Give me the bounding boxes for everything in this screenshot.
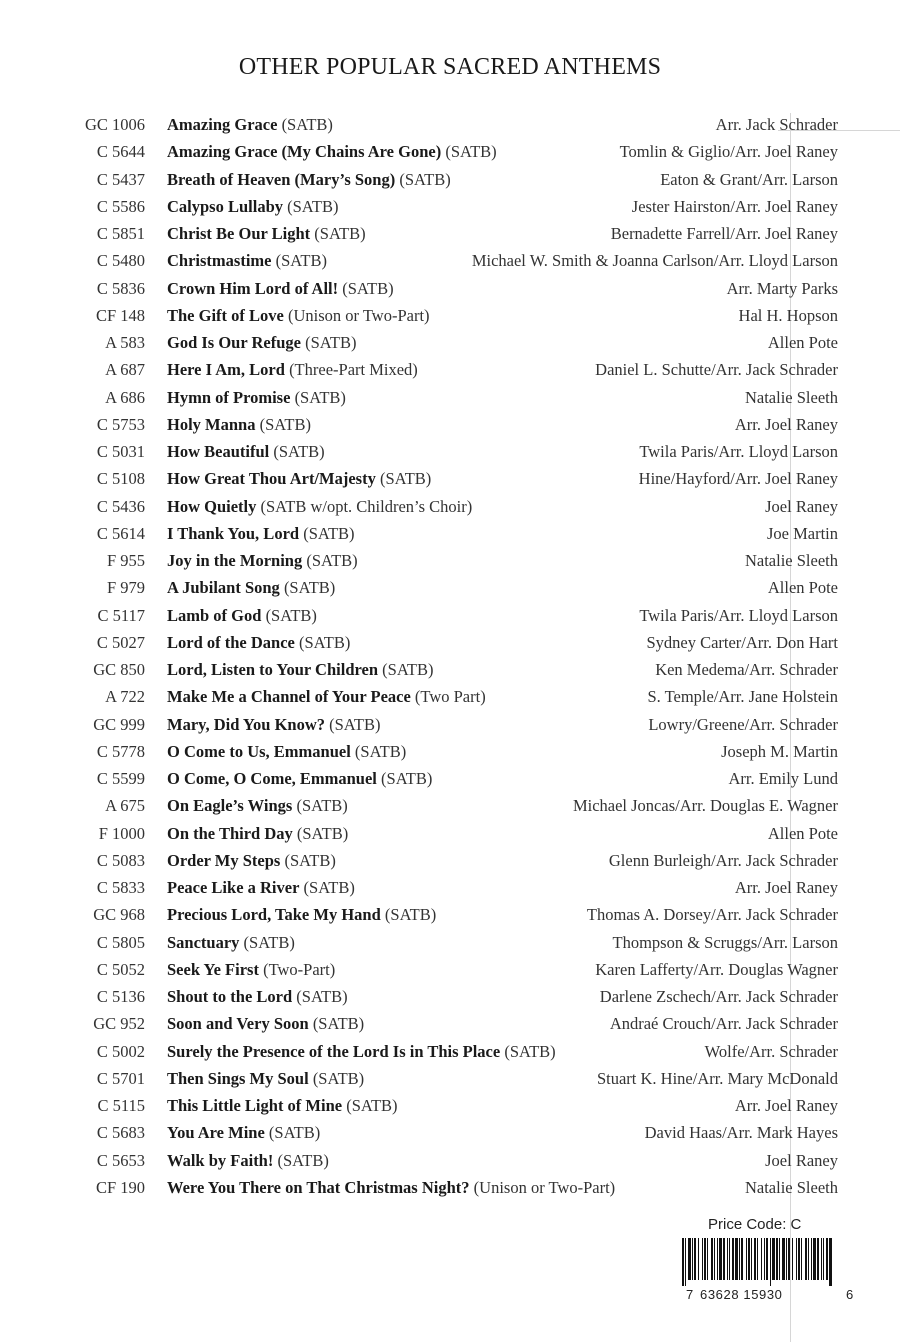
anthem-credit: Darlene Zschech/Arr. Jack Schrader [599, 987, 838, 1006]
anthem-credit: Natalie Sleeth [744, 551, 838, 570]
list-item [0, 141, 900, 168]
list-item [0, 169, 900, 196]
anthem-credit: Thomas A. Dorsey/Arr. Jack Schrader [586, 905, 838, 925]
anthem-credit: Wolfe/Arr. Schrader [704, 1041, 838, 1061]
catalog-code: F 1000 [98, 823, 145, 843]
anthem-credit: Natalie Sleeth [744, 1177, 838, 1197]
barcode-bar [808, 1238, 809, 1280]
anthem-voicing: (SATB) [445, 142, 497, 162]
anthem-voicing: (SATB) [259, 414, 311, 434]
anthem-voicing: (Unison or Two-Part) [473, 1177, 616, 1197]
barcode-digit-left: 7 [686, 1287, 694, 1302]
anthem-title: Christmastime [167, 251, 272, 271]
anthem-voicing: (SATB) [342, 278, 394, 298]
anthem-title: Breath of Heaven (Mary’s Song) [167, 169, 396, 189]
anthem-voicing: (SATB) [287, 196, 339, 216]
anthem-voicing: (SATB) [268, 1123, 321, 1143]
anthem-title-cell [167, 306, 430, 326]
catalog-code: GC 850 [93, 660, 145, 679]
barcode-bar [735, 1238, 738, 1280]
anthem-credit: Hine/Hayford/Arr. Joel Raney [638, 469, 838, 489]
anthem-title: This Little Light of Mine [167, 1096, 343, 1115]
barcode-bar [817, 1238, 819, 1280]
barcode-bar [704, 1238, 706, 1280]
anthem-title-cell [167, 687, 486, 707]
anthem-credit: Allen Pote [767, 578, 838, 598]
catalog-code: F 979 [106, 578, 145, 598]
anthem-title-cell [167, 1123, 320, 1143]
barcode-bar [770, 1238, 771, 1286]
anthem-title-cell [167, 606, 317, 626]
anthem-voicing: (SATB w/opt. Children’s Choir) [260, 496, 473, 516]
anthem-title: Calypso Lullaby [167, 196, 283, 216]
barcode-bar [813, 1238, 816, 1280]
anthem-credit: Eaton & Grant/Arr. Larson [660, 169, 838, 189]
anthem-title: Surely the Presence of the Lord Is in This Place [167, 1041, 501, 1061]
anthem-voicing: (SATB) [281, 115, 333, 134]
barcode-digit-right: 6 [846, 1287, 854, 1302]
catalog-code: C 5644 [96, 142, 145, 162]
list-item [0, 741, 900, 768]
anthem-title-cell [167, 987, 348, 1007]
anthem-title-cell [167, 933, 295, 953]
anthem-credit: Arr. Joel Raney [734, 414, 838, 434]
anthem-voicing: (SATB) [283, 578, 336, 598]
list-item [0, 441, 900, 468]
anthem-title: Joy in the Morning [167, 551, 303, 570]
anthem-voicing: (SATB) [329, 714, 381, 734]
catalog-code: C 5599 [96, 769, 145, 788]
anthem-voicing: (SATB) [303, 523, 355, 543]
barcode-bar [751, 1238, 752, 1280]
list-item [0, 196, 900, 223]
anthem-credit: Karen Lafferty/Arr. Douglas Wagner [595, 959, 838, 979]
anthem-title-cell [167, 851, 336, 871]
anthem-title: How Quietly [167, 496, 257, 516]
anthem-credit: Thompson & Scruggs/Arr. Larson [612, 932, 838, 952]
anthem-title-cell [167, 469, 431, 489]
anthem-voicing: (SATB) [382, 660, 434, 679]
barcode-bar [829, 1238, 832, 1286]
anthem-title-cell [167, 660, 434, 680]
anthem-title: Order My Steps [167, 850, 281, 870]
anthem-voicing: (SATB) [305, 333, 357, 352]
anthem-title: Peace Like a River [167, 878, 300, 897]
list-item [0, 986, 900, 1013]
list-item [0, 496, 900, 523]
barcode-bar [727, 1238, 728, 1280]
list-item [0, 1177, 900, 1204]
barcode-bar [761, 1238, 762, 1280]
anthem-title-cell [167, 905, 436, 925]
list-item [0, 1068, 900, 1095]
anthem-title-cell [167, 415, 311, 435]
anthem-title: On the Third Day [167, 823, 293, 843]
anthem-title: Amazing Grace [167, 115, 278, 134]
barcode-bar [786, 1238, 787, 1280]
anthem-voicing: (SATB) [384, 905, 437, 925]
list-item [0, 114, 900, 141]
list-item [0, 223, 900, 250]
list-item [0, 1095, 900, 1122]
barcode-bar [714, 1238, 715, 1280]
barcode-bar [823, 1238, 824, 1280]
anthem-title-cell [167, 279, 394, 299]
anthem-title: Christ Be Our Light [167, 224, 311, 243]
catalog-code: C 5052 [96, 959, 145, 979]
list-item [0, 577, 900, 604]
barcode-bar [801, 1238, 802, 1280]
anthem-credit: Jester Hairston/Arr. Joel Raney [631, 196, 838, 216]
catalog-code: C 5117 [97, 605, 145, 625]
anthem-title: A Jubilant Song [167, 578, 280, 598]
anthem-voicing: (SATB) [306, 551, 358, 570]
list-item [0, 823, 900, 850]
anthem-credit: Joseph M. Martin [721, 741, 838, 761]
barcode-bar [711, 1238, 713, 1280]
catalog-code: C 5778 [96, 741, 145, 761]
catalog-code: F 955 [106, 551, 145, 570]
anthem-voicing: (SATB) [296, 987, 348, 1006]
catalog-code: C 5836 [96, 278, 145, 298]
anthem-voicing: (SATB) [314, 224, 366, 243]
catalog-code: C 5436 [96, 496, 145, 516]
barcode-bar [739, 1238, 740, 1280]
catalog-code: C 5683 [96, 1123, 145, 1143]
anthem-title-cell [167, 333, 356, 353]
barcode-bar [754, 1238, 756, 1280]
anthem-credit: Tomlin & Giglio/Arr. Joel Raney [619, 142, 838, 162]
catalog-code: A 686 [105, 387, 145, 407]
anthem-title-cell [167, 251, 327, 271]
anthem-title: Then Sings My Soul [167, 1068, 309, 1088]
anthem-voicing: (Three-Part Mixed) [289, 360, 418, 380]
anthem-title: Hymn of Promise [167, 387, 291, 407]
catalog-code: C 5115 [97, 1096, 145, 1115]
anthem-title-cell [167, 769, 432, 789]
anthem-voicing: (SATB) [399, 169, 451, 189]
list-item [0, 332, 900, 359]
barcode-bar [723, 1238, 725, 1280]
anthem-title: O Come to Us, Emmanuel [167, 741, 351, 761]
barcode-bar [757, 1238, 758, 1280]
catalog-code: C 5031 [96, 442, 145, 461]
catalog-code: GC 1006 [84, 115, 145, 134]
catalog-code: C 5805 [96, 932, 145, 952]
anthem-credit: David Haas/Arr. Mark Hayes [644, 1123, 838, 1143]
anthem-title-cell [167, 1069, 364, 1089]
list-item [0, 250, 900, 277]
anthem-title: How Beautiful [167, 442, 270, 461]
list-item [0, 632, 900, 659]
anthem-title: Seek Ye First [167, 959, 259, 979]
anthem-title: Holy Manna [167, 414, 256, 434]
anthem-credit: Arr. Joel Raney [734, 878, 838, 897]
anthem-title: How Great Thou Art/Majesty [167, 469, 376, 489]
list-item [0, 468, 900, 495]
page-title: OTHER POPULAR SACRED ANTHEMS [238, 54, 662, 80]
anthem-credit: Arr. Emily Lund [728, 769, 838, 788]
list-item [0, 795, 900, 822]
barcode-bar [779, 1238, 780, 1280]
anthem-title: Crown Him Lord of All! [167, 278, 339, 298]
anthem-title: Sanctuary [167, 932, 240, 952]
anthem-title-cell [167, 197, 338, 217]
list-item [0, 278, 900, 305]
catalog-code: C 5753 [96, 414, 145, 434]
anthem-title-cell [167, 497, 472, 517]
list-item [0, 550, 900, 577]
catalog-code: CF 148 [95, 305, 145, 325]
barcode-bar [748, 1238, 750, 1280]
list-item [0, 605, 900, 632]
anthem-title-cell [167, 388, 346, 408]
list-item [0, 1150, 900, 1177]
anthem-title-cell [167, 170, 451, 190]
anthem-voicing: (SATB) [379, 469, 432, 489]
anthem-title: You Are Mine [167, 1123, 265, 1143]
anthem-credit: Twila Paris/Arr. Lloyd Larson [639, 605, 838, 625]
anthem-title-cell [167, 796, 348, 816]
anthem-voicing: (SATB) [296, 796, 348, 816]
anthem-title-cell [167, 1042, 556, 1062]
anthem-credit: Allen Pote [767, 823, 838, 843]
barcode-bar [798, 1238, 800, 1280]
list-item [0, 850, 900, 877]
anthem-credit: Stuart K. Hine/Arr. Mary McDonald [596, 1068, 838, 1088]
barcode-bar [707, 1238, 708, 1280]
anthem-credit: Joel Raney [765, 1150, 838, 1170]
catalog-code: GC 999 [93, 714, 145, 734]
anthem-title-cell [167, 142, 497, 162]
anthem-title-cell [167, 633, 350, 653]
anthem-credit: Michael W. Smith & Joanna Carlson/Arr. Lloyd Larson [471, 251, 838, 271]
barcode-bar [698, 1238, 699, 1280]
anthem-credit: Twila Paris/Arr. Lloyd Larson [639, 442, 838, 461]
anthem-title-cell [167, 1014, 364, 1034]
list-item [0, 714, 900, 741]
catalog-code: C 5586 [96, 196, 145, 216]
anthem-credit: Joel Raney [765, 496, 838, 516]
anthem-credit: Natalie Sleeth [744, 387, 838, 407]
anthem-list [0, 114, 900, 1204]
anthem-credit: Sydney Carter/Arr. Don Hart [646, 632, 838, 652]
list-item [0, 387, 900, 414]
barcode-bar [826, 1238, 828, 1280]
barcode-bar [764, 1238, 765, 1280]
anthem-voicing: (SATB) [298, 632, 351, 652]
anthem-title: The Gift of Love [167, 305, 284, 325]
anthem-title: I Thank You, Lord [167, 523, 300, 543]
barcode-bar [702, 1238, 703, 1280]
catalog-code: C 5480 [96, 251, 145, 271]
anthem-voicing: (Two-Part) [263, 959, 336, 979]
barcode-bar [792, 1238, 793, 1280]
anthem-title-cell [167, 1151, 329, 1171]
anthem-credit: Michael Joncas/Arr. Douglas E. Wagner [572, 796, 838, 816]
barcode-bar [719, 1238, 722, 1280]
price-code: Price Code: C [708, 1216, 802, 1233]
anthem-credit: Arr. Jack Schrader [715, 115, 838, 134]
list-item [0, 523, 900, 550]
catalog-code: C 5701 [96, 1068, 145, 1088]
barcode-bar [694, 1238, 696, 1280]
anthem-title: Walk by Faith! [167, 1150, 274, 1170]
catalog-code: C 5002 [96, 1041, 145, 1061]
anthem-title-cell [167, 224, 366, 244]
anthem-voicing: (SATB) [265, 605, 317, 625]
list-item [0, 1122, 900, 1149]
barcode-bar [766, 1238, 768, 1280]
catalog-code: C 5027 [96, 632, 145, 652]
anthem-title: Lord of the Dance [167, 632, 295, 652]
list-item [0, 686, 900, 713]
anthem-title: Lamb of God [167, 605, 262, 625]
anthem-credit: Glenn Burleigh/Arr. Jack Schrader [608, 850, 838, 870]
anthem-voicing: (SATB) [381, 769, 433, 788]
anthem-title: Here I Am, Lord [167, 360, 285, 380]
anthem-title-cell [167, 960, 335, 980]
catalog-code: C 5437 [96, 169, 145, 189]
anthem-credit: Arr. Joel Raney [734, 1096, 838, 1115]
anthem-credit: Lowry/Greene/Arr. Schrader [648, 714, 838, 734]
list-item [0, 659, 900, 686]
catalog-code: C 5136 [96, 987, 145, 1006]
anthem-voicing: (SATB) [312, 1068, 365, 1088]
anthem-title-cell [167, 115, 333, 135]
anthem-title: Precious Lord, Take My Hand [167, 905, 381, 925]
catalog-code: A 722 [105, 687, 145, 707]
catalog-code: GC 968 [93, 905, 145, 925]
list-item [0, 932, 900, 959]
anthem-credit: Hal H. Hopson [738, 305, 838, 325]
anthem-title-cell [167, 524, 355, 544]
barcode-bar [821, 1238, 822, 1280]
anthem-voicing: (Two Part) [414, 687, 486, 707]
catalog-code: C 5614 [96, 523, 145, 543]
anthem-title: God Is Our Refuge [167, 333, 301, 352]
list-item [0, 959, 900, 986]
barcode-bar [805, 1238, 807, 1280]
anthem-credit: Bernadette Farrell/Arr. Joel Raney [610, 224, 838, 243]
catalog-code: GC 952 [93, 1014, 145, 1034]
anthem-voicing: (SATB) [243, 932, 295, 952]
list-item [0, 1041, 900, 1068]
barcode-bar [741, 1238, 743, 1280]
anthem-credit: Allen Pote [767, 333, 838, 352]
anthem-title-cell [167, 878, 355, 898]
anthem-title: Mary, Did You Know? [167, 714, 325, 734]
barcode-bar [729, 1238, 730, 1280]
catalog-code: C 5833 [96, 878, 145, 897]
catalog-code: C 5851 [96, 224, 145, 243]
anthem-credit: Andraé Crouch/Arr. Jack Schrader [609, 1014, 838, 1034]
list-item [0, 904, 900, 931]
list-item [0, 1013, 900, 1040]
anthem-title: Shout to the Lord [167, 987, 293, 1006]
anthem-title: Amazing Grace (My Chains Are Gone) [167, 142, 442, 162]
anthem-title-cell [167, 742, 406, 762]
anthem-voicing: (SATB) [303, 878, 355, 897]
anthem-title-cell [167, 1096, 398, 1116]
anthem-title-cell [167, 1178, 615, 1198]
anthem-voicing: (SATB) [273, 442, 325, 461]
anthem-voicing: (SATB) [296, 823, 349, 843]
barcode-bar [788, 1238, 790, 1280]
anthem-voicing: (Unison or Two-Part) [288, 305, 430, 325]
barcode-bars [680, 1238, 836, 1286]
anthem-voicing: (SATB) [284, 850, 336, 870]
catalog-code: C 5653 [96, 1150, 145, 1170]
anthem-title-cell [167, 551, 358, 571]
anthem-title: On Eagle’s Wings [167, 796, 293, 816]
anthem-credit: Arr. Marty Parks [726, 278, 838, 298]
catalog-code: CF 190 [95, 1177, 145, 1197]
anthem-title: Were You There on That Christmas Night? [167, 1177, 470, 1197]
barcode-bar [746, 1238, 747, 1280]
anthem-voicing: (SATB) [277, 1150, 329, 1170]
catalog-code: A 583 [105, 333, 145, 352]
barcode-bar [811, 1238, 812, 1280]
barcode-bar [688, 1238, 691, 1280]
list-item [0, 414, 900, 441]
barcode-bar [772, 1238, 775, 1280]
barcode-bar [776, 1238, 778, 1280]
list-item [0, 877, 900, 904]
anthem-title-cell [167, 824, 348, 844]
list-item [0, 305, 900, 332]
anthem-title-cell [167, 578, 335, 598]
barcode-bar [732, 1238, 734, 1280]
anthem-voicing: (SATB) [346, 1096, 398, 1115]
barcode-bar [782, 1238, 785, 1280]
anthem-credit: Daniel L. Schutte/Arr. Jack Schrader [595, 360, 838, 380]
anthem-credit: Ken Medema/Arr. Schrader [655, 660, 838, 679]
barcode-bar [796, 1238, 797, 1280]
anthem-title: O Come, O Come, Emmanuel [167, 769, 377, 788]
anthem-voicing: (SATB) [504, 1041, 556, 1061]
list-item [0, 768, 900, 795]
anthem-credit: Joe Martin [766, 523, 838, 543]
anthem-credit: S. Temple/Arr. Jane Holstein [647, 687, 838, 707]
anthem-title-cell [167, 442, 325, 462]
anthem-title: Lord, Listen to Your Children [167, 660, 379, 679]
barcode-bar [682, 1238, 684, 1286]
catalog-code: A 687 [105, 360, 145, 380]
anthem-title-cell [167, 360, 418, 380]
anthem-voicing: (SATB) [275, 251, 327, 271]
barcode-bar [692, 1238, 693, 1280]
catalog-code: C 5083 [96, 850, 145, 870]
anthem-title: Make Me a Channel of Your Peace [167, 687, 411, 707]
catalog-code: A 675 [105, 796, 145, 816]
barcode-bar [685, 1238, 686, 1286]
anthem-voicing: (SATB) [294, 387, 346, 407]
list-item [0, 359, 900, 386]
anthem-voicing: (SATB) [312, 1014, 365, 1034]
catalog-code: C 5108 [96, 469, 145, 489]
barcode-digits: 63628 15930 [700, 1287, 783, 1302]
anthem-title: Soon and Very Soon [167, 1014, 309, 1034]
barcode-bar [717, 1238, 718, 1280]
anthem-voicing: (SATB) [354, 741, 407, 761]
anthem-title-cell [167, 715, 380, 735]
